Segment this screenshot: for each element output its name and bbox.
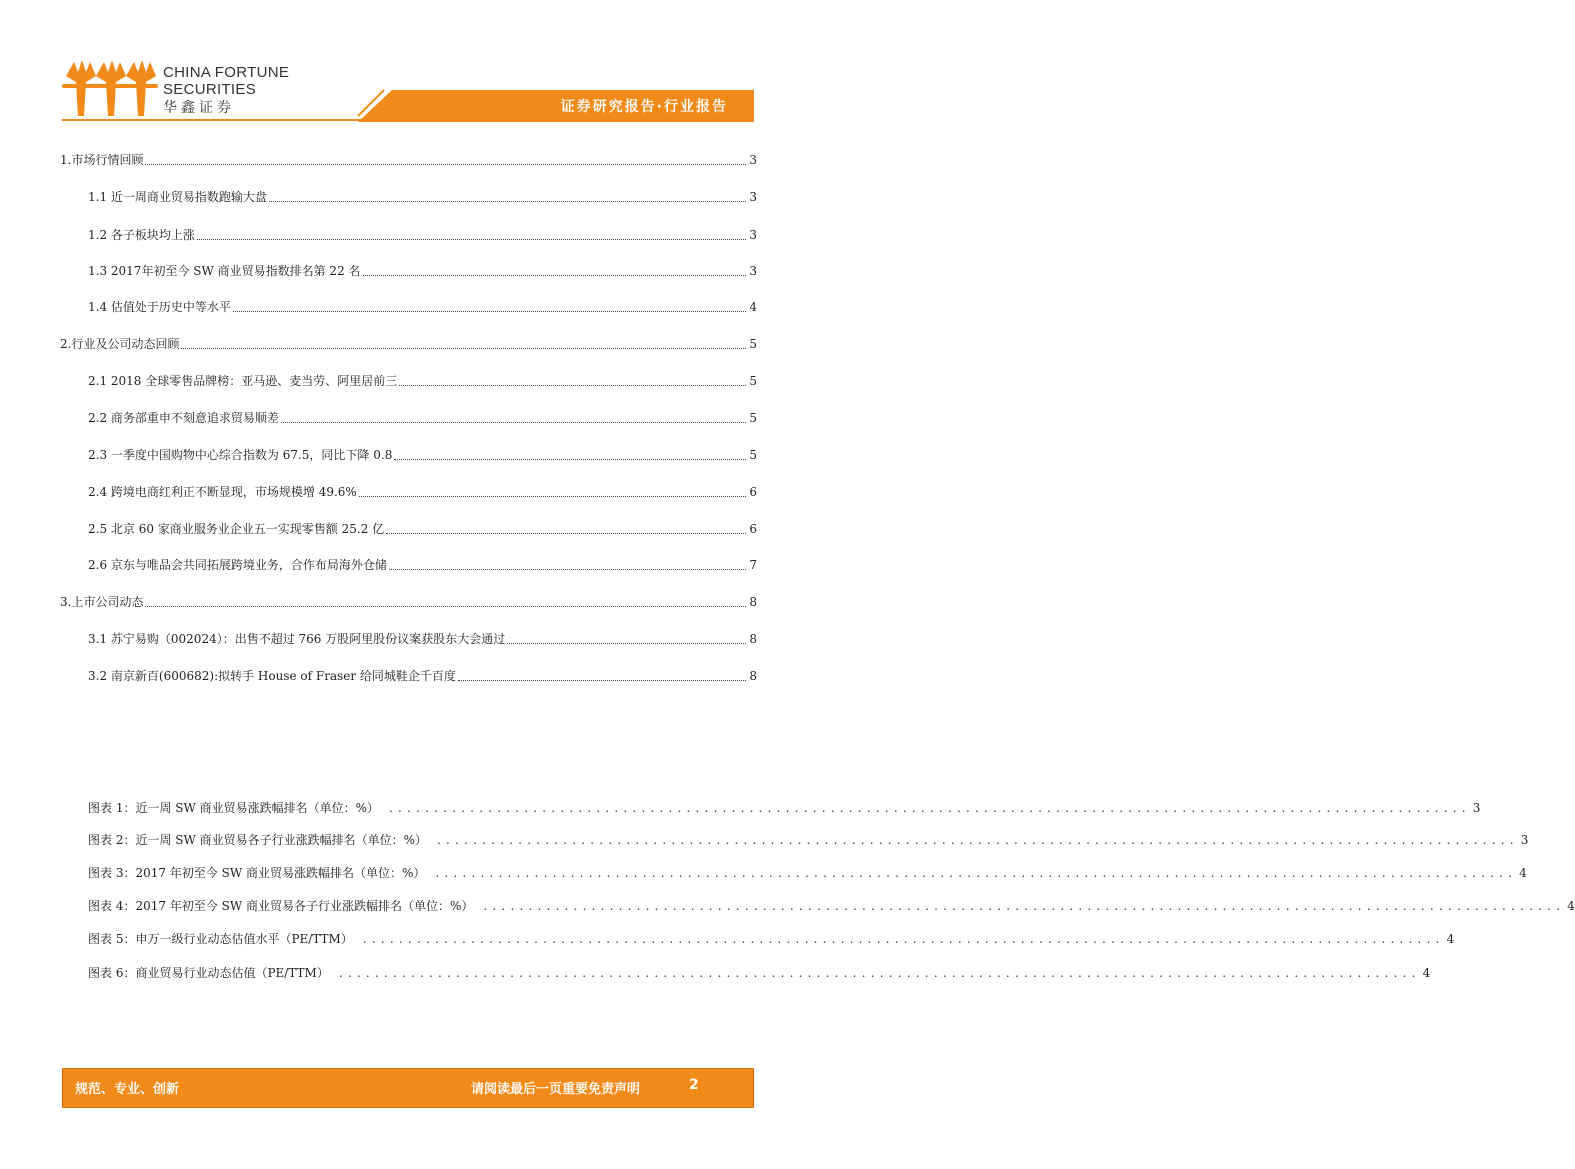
report-type-banner [358, 90, 754, 122]
toc-entry[interactable]: 1.4 估值处于历史中等水平 4 [88, 300, 757, 314]
toc-entry[interactable]: 1.1 近一周商业贸易指数跑输大盘 3 [88, 190, 757, 204]
company-logo-icon [62, 58, 158, 124]
toc-entry[interactable]: 1.2 各子板块均上涨 3 [88, 228, 757, 242]
figure-entry[interactable]: 图表 6：商业贸易行业动态估值（PE/TTM） ........................................................................................................................ 4 [88, 966, 1431, 980]
toc-entry[interactable]: 1.市场行情回顾 3 [60, 153, 757, 167]
brand-name-cn: 华鑫证券 [163, 100, 235, 116]
figure-entry[interactable]: 图表 4：2017 年初至今 SW 商业贸易各子行业涨跌幅排名（单位：%） ........................................................................................................................ 4 [88, 899, 1575, 913]
toc-entry[interactable]: 2.6 京东与唯品会共同拓展跨境业务，合作布局海外仓储 7 [88, 558, 757, 572]
figure-entry[interactable]: 图表 5：申万一级行业动态估值水平（PE/TTM） ........................................................................................................................ 4 [88, 932, 1455, 946]
toc-entry[interactable]: 3.上市公司动态 8 [60, 595, 757, 609]
header-divider [62, 119, 362, 121]
disclaimer-notice: 请阅读最后一页重要免责声明 [471, 1082, 641, 1097]
figure-entry[interactable]: 图表 1：近一周 SW 商业贸易涨跌幅排名（单位：%） ........................................................................................................................ 3 [88, 801, 1481, 815]
footer-slogan: 规范、专业、创新 [75, 1082, 180, 1097]
toc-entry[interactable]: 2.5 北京 60 家商业服务业企业五一实现零售额 25.2 亿 6 [88, 522, 757, 536]
toc-entry[interactable]: 2.行业及公司动态回顾 5 [60, 337, 757, 351]
report-type-label: 证券研究报告·行业报告 [560, 99, 728, 115]
toc-entry[interactable]: 2.1 2018 全球零售品牌榜：亚马逊、麦当劳、阿里居前三 5 [88, 374, 757, 388]
toc-entry[interactable]: 3.2 南京新百(600682):拟转手 House of Fraser 给同城鞋企千百度 8 [88, 669, 757, 683]
toc-entry[interactable]: 2.2 商务部重申不刻意追求贸易顺差 5 [88, 411, 757, 425]
toc-entry[interactable]: 2.3 一季度中国购物中心综合指数为 67.5，同比下降 0.8 5 [88, 448, 757, 462]
toc-entry[interactable]: 1.3 2017年初至今 SW 商业贸易指数排名第 22 名 3 [88, 264, 757, 278]
footer-bar [62, 1068, 754, 1108]
toc-entry[interactable]: 3.1 苏宁易购（002024）：出售不超过 766 万股阿里股份议案获股东大会通过 8 [88, 632, 757, 646]
page-number: 2 [689, 1077, 699, 1093]
brand-name-en: CHINA FORTUNE SECURITIES [163, 64, 290, 98]
toc-entry[interactable]: 2.4 跨境电商红利正不断显现，市场规模增 49.6% 6 [88, 485, 757, 499]
figure-entry[interactable]: 图表 3：2017 年初至今 SW 商业贸易涨跌幅排名（单位：%） ........................................................................................................................ 4 [88, 866, 1527, 880]
figure-entry[interactable]: 图表 2：近一周 SW 商业贸易各子行业涨跌幅排名（单位：%） ........................................................................................................................ 3 [88, 833, 1529, 847]
